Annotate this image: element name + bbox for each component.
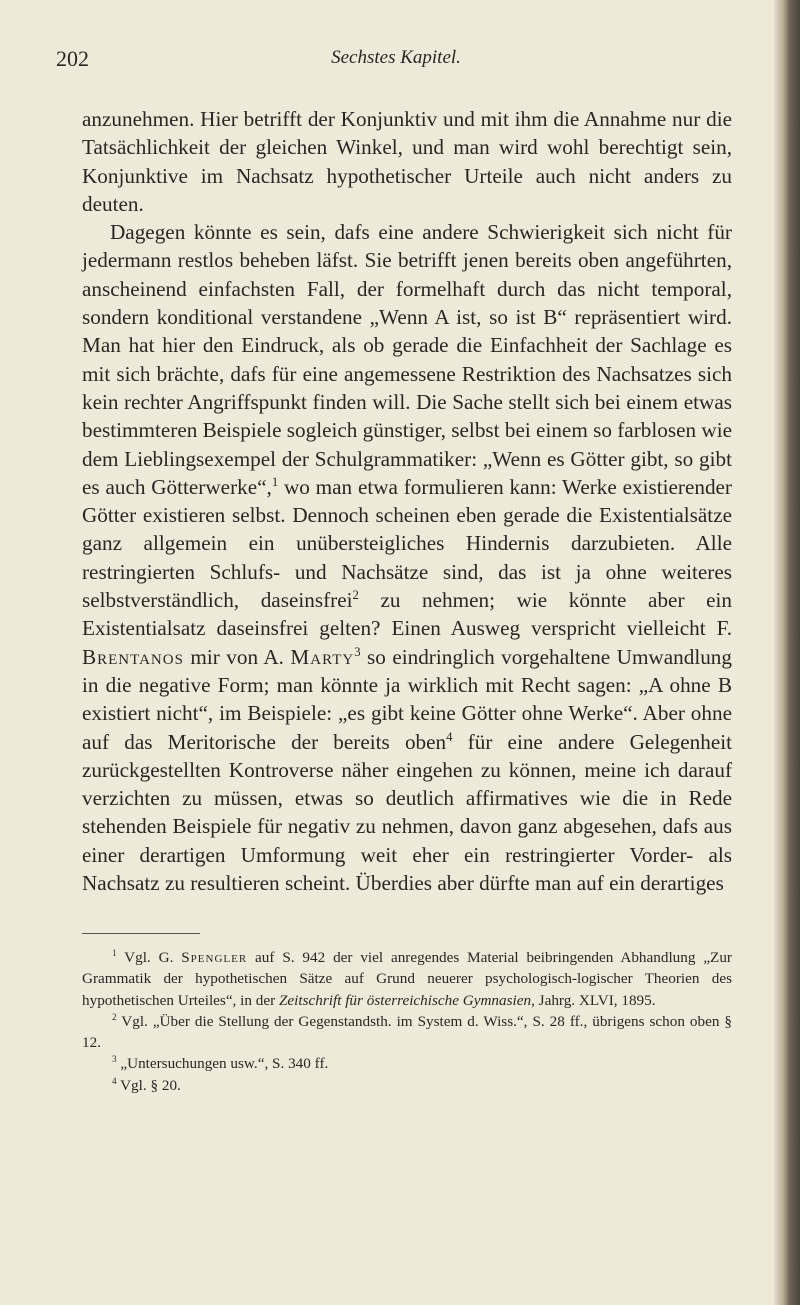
author-name-marty: Marty — [290, 644, 355, 669]
footnote-1-text-a: Vgl. G. — [116, 949, 182, 966]
footnotes — [82, 947, 732, 1096]
page-number: 202 — [56, 46, 89, 71]
footnote-ref-1: 1 — [271, 474, 279, 489]
footnote-1-journal: Zeitschrift für österreichische Gymnasien — [278, 991, 532, 1009]
footnote-1-author: Spengler — [181, 949, 248, 966]
footnote-3-mark: 3 — [112, 1054, 117, 1065]
page-header — [56, 46, 736, 74]
footnote-1-text-b: auf S. 942 der viel anregendes Material beibringenden Abhandlung „Zur Grammatik der hypothetischen Sätze auf Grund neuerer psychologisch-logischer Theorien des hypothetischen Urteiles“, in der — [82, 949, 732, 1009]
page-edge-shadow — [774, 0, 800, 1305]
paragraph-2-part-a: Dagegen könnte es sein, dafs eine andere Schwierigkeit sich nicht für jedermann restlos beheben läfst. Sie betrifft jenen bereits oben angeführten, anscheinend einfachsten Fall, der formelhaft durch das nicht temporal, sondern konditional verstandene „Wenn A ist, so ist B“ repräsentiert wird. Man hat hier den Eindruck, als ob gerade die Einfachheit der Sachlage es mit sich brächte, dafs für eine angemessene Restriktion des Nachsatzes sich kein rechter Angriffspunkt finden will. Die Sache stellt sich bei einem etwas bestimmteren Beispiele sogleich günstiger, selbst bei einem so farblosen wie dem Lieblingsexempel der Schulgrammatiker: „Wenn es Götter gibt, so gibt es auch Götterwerke“, — [82, 220, 732, 499]
paragraph-1: anzunehmen. Hier betrifft der Konjunktiv und mit ihm die Annahme nur die Tatsächlichkeit der gleichen Winkel, und man wird wohl berechtigt sein, Konjunktive im Nachsatz hypothetischer Urteile auch nicht anders zu deuten. — [82, 107, 732, 216]
paragraph-2-part-c: zu nehmen; wie könnte aber ein Existentialsatz daseinsfrei gelten? Einen Ausweg verspricht vielleicht F. — [82, 588, 732, 641]
footnote-ref-2: 2 — [352, 587, 359, 602]
footnote-3 — [82, 1053, 732, 1074]
footnote-2 — [82, 1011, 732, 1054]
running-head: Sechstes Kapitel. — [331, 47, 461, 68]
paragraph-2-part-d: mir von A. — [183, 644, 291, 669]
author-name-brentano: Brentanos — [82, 644, 184, 669]
footnote-4-mark: 4 — [112, 1075, 117, 1086]
paragraph-2 — [82, 218, 732, 897]
footnote-1 — [82, 947, 732, 1011]
footnote-separator — [82, 933, 200, 934]
footnote-ref-4: 4 — [446, 729, 453, 744]
footnote-1-mark: 1 — [112, 947, 117, 958]
paragraph-2-part-e: so eindringlich vorgehaltene Umwandlung in die negative Form; man könnte ja wirklich mit Recht sagen: „A ohne B existiert nicht“, im Beispiele: „es gibt keine Götter ohne Werke“. Aber ohne auf das Meritorische der bereits oben — [82, 644, 732, 754]
footnote-4-text: Vgl. § 20. — [116, 1076, 181, 1094]
footnote-1-text-c: , Jahrg. XLVI, 1895. — [531, 991, 656, 1009]
footnote-2-text: Vgl. „Über die Stellung der Gegenstandsth. im System d. Wiss.“, S. 28 ff., übrigens schon oben § 12. — [82, 1012, 732, 1052]
footnote-4 — [82, 1075, 732, 1096]
paragraph-2-part-b: wo man etwa formulieren kann: Werke existierender Götter existieren selbst. Dennoch scheinen eben gerade die Existentialsätze ganz allgemein ein unübersteigliches Hindernis darzubieten. Alle restringierten Schlufs- und Nachsätze sind, das ist ja ohne weiteres selbstverständlich, daseinsfrei — [82, 474, 732, 613]
paragraph-2-part-f: für eine andere Gelegenheit zurückgestellten Kontroverse näher eingehen zu können, meine ich darauf verzichten zu müssen, etwas so deutlich affirmatives wie die in Rede stehenden Beispiele für negativ zu nehmen, davon ganz abgesehen, dafs aus einer derartigen Umformung weit eher ein restringierter Vorder- als Nachsatz zu resultieren scheint. Überdies aber dürfte man auf ein derartiges — [82, 729, 732, 896]
footnote-2-mark: 2 — [112, 1011, 117, 1022]
footnote-ref-3: 3 — [354, 644, 361, 659]
footnote-3-text: „Untersuchungen usw.“, S. 340 ff. — [116, 1055, 329, 1073]
main-text — [82, 105, 732, 897]
